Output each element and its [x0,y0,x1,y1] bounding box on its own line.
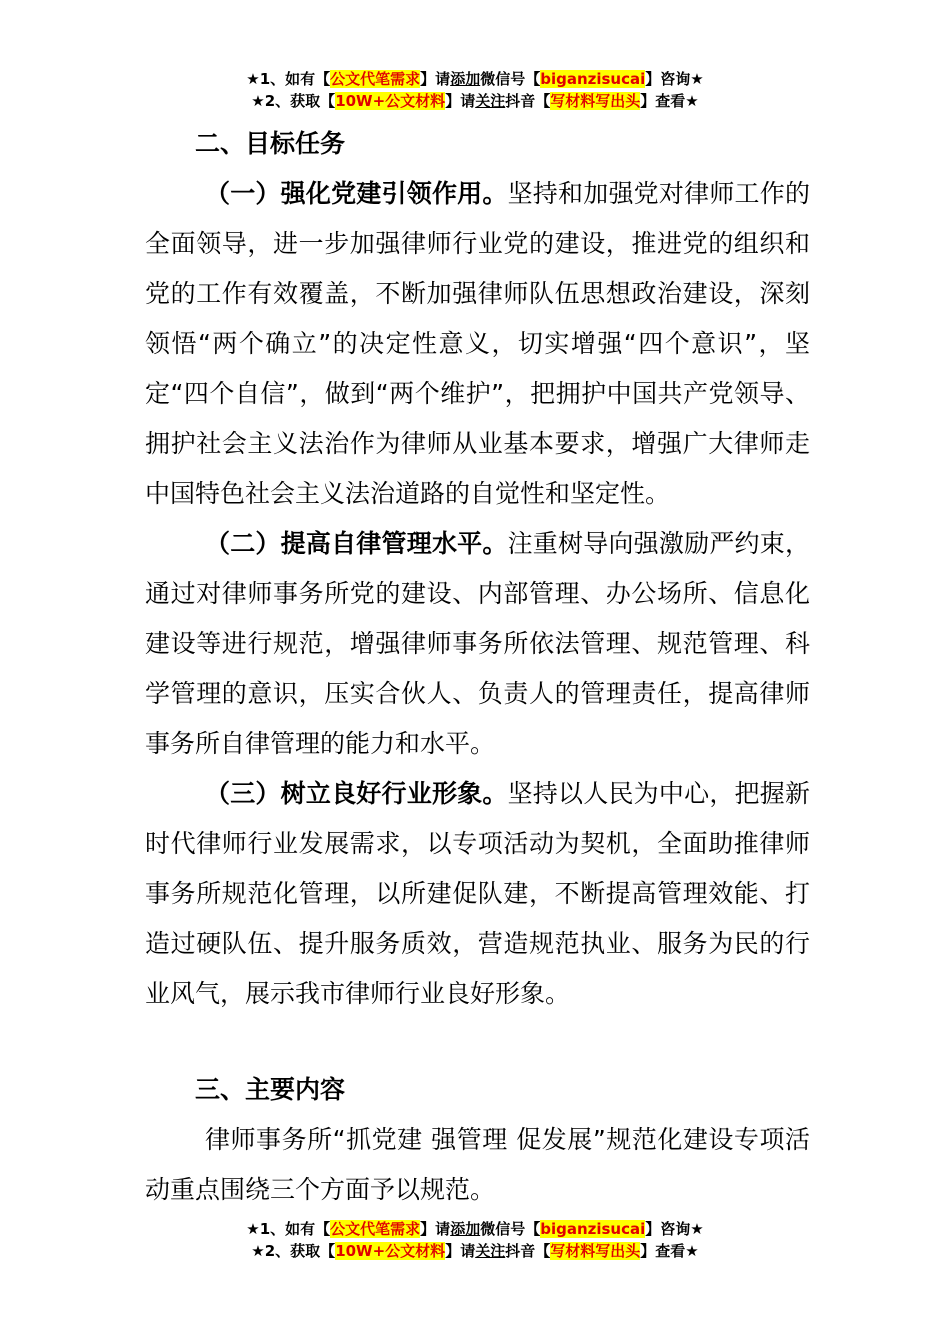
banner-text: 抖音【 [505,1242,551,1260]
banner-highlight: 写材料写出头 [550,92,641,110]
paragraph-2 [145,519,810,769]
banner-text: 微信号【 [480,70,541,88]
paragraph-lead: （一）强化党建引领作用。 [205,179,508,208]
banner-text: 】咨询★ [645,1220,704,1238]
banner-underlined: 关注 [475,92,506,110]
banner-text: ★1、如有【 [246,1220,331,1238]
paragraph-lead: （三）树立良好行业形象。 [205,779,508,808]
banner-line-1 [0,1218,950,1240]
section-heading-goals: 二、目标任务 [195,129,346,158]
banner-underlined: 添加 [450,70,481,88]
banner-text: 】查看★ [640,1242,699,1260]
bottom-banner [0,1218,950,1262]
banner-text: 】请 [420,70,451,88]
section-heading-content: 三、主要内容 [195,1075,346,1104]
banner-line-2 [0,1240,950,1262]
banner-text: ★2、获取【 [251,1242,336,1260]
paragraph-1 [145,169,810,519]
banner-text: 抖音【 [505,92,551,110]
paragraph-3 [145,769,810,1019]
banner-underlined: 添加 [450,1220,481,1238]
paragraph-text: 注重树导向强激励严约束，通过对律师事务所党的建设、内部管理、办公场所、信息化建设等进行规范，增强律师事务所依法管理、规范管理、科学管理的意识，压实合伙人、负责人的管理责任，提高律师事务所自律管理的能力和水平。 [145,529,810,758]
banner-highlight: biganzisucai [540,1220,646,1238]
banner-line-1 [0,68,950,90]
paragraph-4: 律师事务所“抓党建 强管理 促发展”规范化建设专项活动重点围绕三个方面予以规范。 [145,1125,810,1204]
banner-line-2 [0,90,950,112]
top-banner [0,68,950,112]
banner-highlight: 公文代笔需求 [330,70,421,88]
paragraph-lead: （二）提高自律管理水平。 [205,529,508,558]
paragraph-text: 坚持和加强党对律师工作的全面领导，进一步加强律师行业党的建设，推进党的组织和党的工作有效覆盖，不断加强律师队伍思想政治建设，深刻领悟“两个确立”的决定性意义，切实增强“四个意识”，坚定“四个自信”，做到“两个维护”，把拥护中国共产党领导、拥护社会主义法治作为律师从业基本要求，增强广大律师走中国特色社会主义法治道路的自觉性和坚定性。 [145,179,810,508]
banner-highlight: 10W+公文材料 [335,1242,446,1260]
banner-text: 】查看★ [640,92,699,110]
paragraph-text: 坚持以人民为中心，把握新时代律师行业发展需求，以专项活动为契机，全面助推律师事务所规范化管理，以所建促队建，不断提高管理效能、打造过硬队伍、提升服务质效，营造规范执业、服务为民的行业风气，展示我市律师行业良好形象。 [145,779,810,1008]
section-body-content [145,1115,810,1215]
banner-text: ★1、如有【 [246,70,331,88]
banner-highlight: 公文代笔需求 [330,1220,421,1238]
banner-text: 】请 [445,1242,476,1260]
banner-highlight: 10W+公文材料 [335,92,446,110]
banner-text: 】请 [445,92,476,110]
banner-text: 微信号【 [480,1220,541,1238]
banner-highlight: biganzisucai [540,70,646,88]
section-body-goals [145,169,810,1019]
banner-underlined: 关注 [475,1242,506,1260]
banner-text: 】咨询★ [645,70,704,88]
banner-text: ★2、获取【 [251,92,336,110]
banner-text: 】请 [420,1220,451,1238]
banner-highlight: 写材料写出头 [550,1242,641,1260]
